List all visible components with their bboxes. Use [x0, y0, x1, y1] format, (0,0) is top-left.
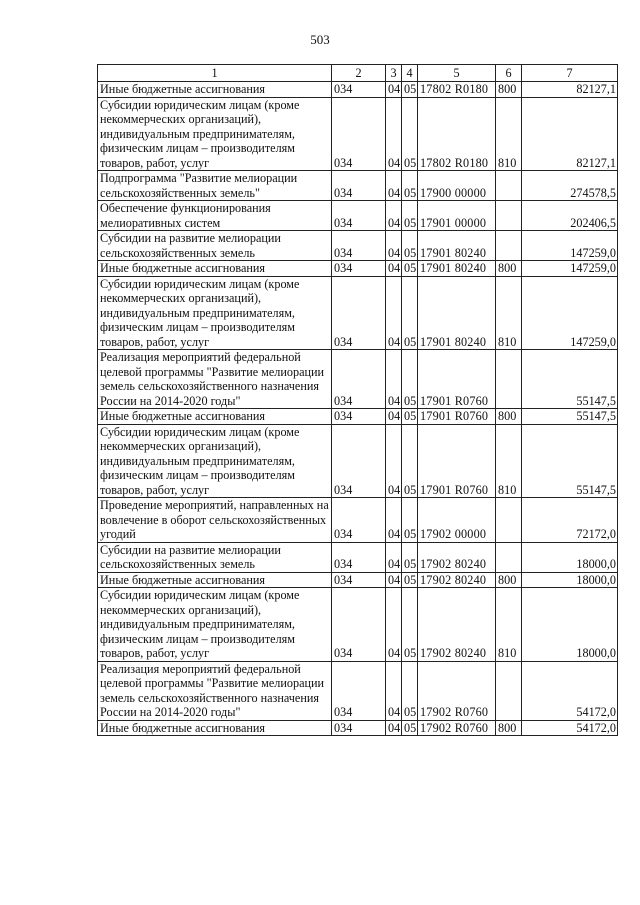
- subsection-code-cell: 05: [402, 350, 418, 409]
- item-name-cell: Субсидии юридическим лицам (кроме некоммерческих организаций), индивидуальным предпринимателям, физическим лицам – производителям товаров, работ, услуг: [98, 424, 332, 498]
- amount-cell: 72172,0: [522, 498, 618, 543]
- target-article-code-cell: 17901 R0760: [418, 350, 496, 409]
- subsection-code-cell: 05: [402, 276, 418, 350]
- expense-type-code-cell: [496, 171, 522, 201]
- target-article-code-cell: 17901 00000: [418, 201, 496, 231]
- ministry-code-cell: 034: [332, 572, 386, 588]
- expense-type-code-cell: [496, 542, 522, 572]
- header-row: [98, 65, 618, 82]
- table-row: [98, 542, 618, 572]
- amount-cell: 147259,0: [522, 231, 618, 261]
- item-name-cell: Проведение мероприятий, направленных на вовлечение в оборот сельскохозяйственных угодий: [98, 498, 332, 543]
- target-article-code-cell: 17901 R0760: [418, 409, 496, 425]
- expense-type-code-cell: 800: [496, 409, 522, 425]
- section-code-cell: 04: [386, 201, 402, 231]
- target-article-code-cell: 17901 80240: [418, 276, 496, 350]
- section-code-cell: 04: [386, 424, 402, 498]
- expense-type-code-cell: [496, 498, 522, 543]
- target-article-code-cell: 17902 00000: [418, 498, 496, 543]
- ministry-code-cell: 034: [332, 661, 386, 720]
- expense-type-code-cell: [496, 231, 522, 261]
- expense-type-code-cell: 800: [496, 82, 522, 98]
- ministry-code-cell: 034: [332, 424, 386, 498]
- item-name-cell: Обеспечение функционирования мелиоративных систем: [98, 201, 332, 231]
- table-row: [98, 82, 618, 98]
- target-article-code-cell: 17802 R0180: [418, 97, 496, 171]
- amount-cell: 55147,5: [522, 424, 618, 498]
- table-row: [98, 661, 618, 720]
- section-code-cell: 04: [386, 498, 402, 543]
- subsection-code-cell: 05: [402, 572, 418, 588]
- item-name-cell: Иные бюджетные ассигнования: [98, 261, 332, 277]
- target-article-code-cell: 17802 R0180: [418, 82, 496, 98]
- amount-cell: 82127,1: [522, 82, 618, 98]
- section-code-cell: 04: [386, 231, 402, 261]
- ministry-code-cell: 034: [332, 276, 386, 350]
- section-code-cell: 04: [386, 350, 402, 409]
- section-code-cell: 04: [386, 82, 402, 98]
- amount-cell: 147259,0: [522, 261, 618, 277]
- expense-type-code-cell: 800: [496, 261, 522, 277]
- subsection-code-cell: 05: [402, 542, 418, 572]
- item-name-cell: Иные бюджетные ассигнования: [98, 572, 332, 588]
- subsection-code-cell: 05: [402, 201, 418, 231]
- item-name-cell: Субсидии юридическим лицам (кроме некоммерческих организаций), индивидуальным предпринимателям, физическим лицам – производителям товаров, работ, услуг: [98, 97, 332, 171]
- section-code-cell: 04: [386, 261, 402, 277]
- amount-cell: 54172,0: [522, 720, 618, 736]
- header-cell: 7: [522, 65, 618, 82]
- ministry-code-cell: 034: [332, 97, 386, 171]
- table-row: [98, 261, 618, 277]
- table-row: [98, 424, 618, 498]
- target-article-code-cell: 17902 R0760: [418, 720, 496, 736]
- ministry-code-cell: 034: [332, 409, 386, 425]
- subsection-code-cell: 05: [402, 424, 418, 498]
- item-name-cell: Иные бюджетные ассигнования: [98, 409, 332, 425]
- table-row: [98, 276, 618, 350]
- table-row: [98, 201, 618, 231]
- target-article-code-cell: 17902 80240: [418, 542, 496, 572]
- subsection-code-cell: 05: [402, 171, 418, 201]
- table-row: [98, 350, 618, 409]
- subsection-code-cell: 05: [402, 409, 418, 425]
- section-code-cell: 04: [386, 276, 402, 350]
- subsection-code-cell: 05: [402, 261, 418, 277]
- ministry-code-cell: 034: [332, 82, 386, 98]
- expense-type-code-cell: [496, 350, 522, 409]
- amount-cell: 18000,0: [522, 542, 618, 572]
- amount-cell: 55147,5: [522, 350, 618, 409]
- subsection-code-cell: 05: [402, 97, 418, 171]
- page-number: 503: [310, 32, 330, 47]
- amount-cell: 18000,0: [522, 572, 618, 588]
- amount-cell: 274578,5: [522, 171, 618, 201]
- header-cell: 1: [98, 65, 332, 82]
- item-name-cell: Иные бюджетные ассигнования: [98, 720, 332, 736]
- table-row: [98, 97, 618, 171]
- ministry-code-cell: 034: [332, 171, 386, 201]
- expense-type-code-cell: 810: [496, 97, 522, 171]
- item-name-cell: Субсидии юридическим лицам (кроме некоммерческих организаций), индивидуальным предпринимателям, физическим лицам – производителям товаров, работ, услуг: [98, 588, 332, 662]
- table-row: [98, 171, 618, 201]
- expense-type-code-cell: 800: [496, 572, 522, 588]
- item-name-cell: Подпрограмма "Развитие мелиорации сельскохозяйственных земель": [98, 171, 332, 201]
- header-cell: 4: [402, 65, 418, 82]
- item-name-cell: Иные бюджетные ассигнования: [98, 82, 332, 98]
- item-name-cell: Реализация мероприятий федеральной целевой программы "Развитие мелиорации земель сельскохозяйственного назначения России на 2014-2020 годы": [98, 350, 332, 409]
- amount-cell: 55147,5: [522, 409, 618, 425]
- subsection-code-cell: 05: [402, 498, 418, 543]
- subsection-code-cell: 05: [402, 720, 418, 736]
- item-name-cell: Реализация мероприятий федеральной целевой программы "Развитие мелиорации земель сельскохозяйственного назначения России на 2014-2020 годы": [98, 661, 332, 720]
- target-article-code-cell: 17900 00000: [418, 171, 496, 201]
- target-article-code-cell: 17902 R0760: [418, 661, 496, 720]
- header-cell: 2: [332, 65, 386, 82]
- target-article-code-cell: 17901 R0760: [418, 424, 496, 498]
- expense-type-code-cell: [496, 201, 522, 231]
- table-row: [98, 572, 618, 588]
- amount-cell: 54172,0: [522, 661, 618, 720]
- item-name-cell: Субсидии на развитие мелиорации сельскохозяйственных земель: [98, 542, 332, 572]
- ministry-code-cell: 034: [332, 261, 386, 277]
- target-article-code-cell: 17902 80240: [418, 588, 496, 662]
- table-row: [98, 409, 618, 425]
- subsection-code-cell: 05: [402, 661, 418, 720]
- section-code-cell: 04: [386, 720, 402, 736]
- header-cell: 6: [496, 65, 522, 82]
- section-code-cell: 04: [386, 661, 402, 720]
- ministry-code-cell: 034: [332, 720, 386, 736]
- subsection-code-cell: 05: [402, 82, 418, 98]
- ministry-code-cell: 034: [332, 588, 386, 662]
- section-code-cell: 04: [386, 171, 402, 201]
- budget-table: [97, 64, 618, 736]
- amount-cell: 82127,1: [522, 97, 618, 171]
- subsection-code-cell: 05: [402, 588, 418, 662]
- subsection-code-cell: 05: [402, 231, 418, 261]
- header-cell: 5: [418, 65, 496, 82]
- expense-type-code-cell: [496, 661, 522, 720]
- expense-type-code-cell: 810: [496, 276, 522, 350]
- amount-cell: 18000,0: [522, 588, 618, 662]
- header-cell: 3: [386, 65, 402, 82]
- item-name-cell: Субсидии юридическим лицам (кроме некоммерческих организаций), индивидуальным предпринимателям, физическим лицам – производителям товаров, работ, услуг: [98, 276, 332, 350]
- ministry-code-cell: 034: [332, 350, 386, 409]
- amount-cell: 202406,5: [522, 201, 618, 231]
- ministry-code-cell: 034: [332, 231, 386, 261]
- table-row: [98, 720, 618, 736]
- ministry-code-cell: 034: [332, 498, 386, 543]
- section-code-cell: 04: [386, 97, 402, 171]
- amount-cell: 147259,0: [522, 276, 618, 350]
- table-row: [98, 588, 618, 662]
- table-body: [98, 82, 618, 736]
- target-article-code-cell: 17902 80240: [418, 572, 496, 588]
- table-row: [98, 498, 618, 543]
- ministry-code-cell: 034: [332, 201, 386, 231]
- section-code-cell: 04: [386, 409, 402, 425]
- section-code-cell: 04: [386, 588, 402, 662]
- section-code-cell: 04: [386, 542, 402, 572]
- table-row: [98, 231, 618, 261]
- expense-type-code-cell: 810: [496, 424, 522, 498]
- item-name-cell: Субсидии на развитие мелиорации сельскохозяйственных земель: [98, 231, 332, 261]
- target-article-code-cell: 17901 80240: [418, 231, 496, 261]
- target-article-code-cell: 17901 80240: [418, 261, 496, 277]
- expense-type-code-cell: 800: [496, 720, 522, 736]
- section-code-cell: 04: [386, 572, 402, 588]
- expense-type-code-cell: 810: [496, 588, 522, 662]
- ministry-code-cell: 034: [332, 542, 386, 572]
